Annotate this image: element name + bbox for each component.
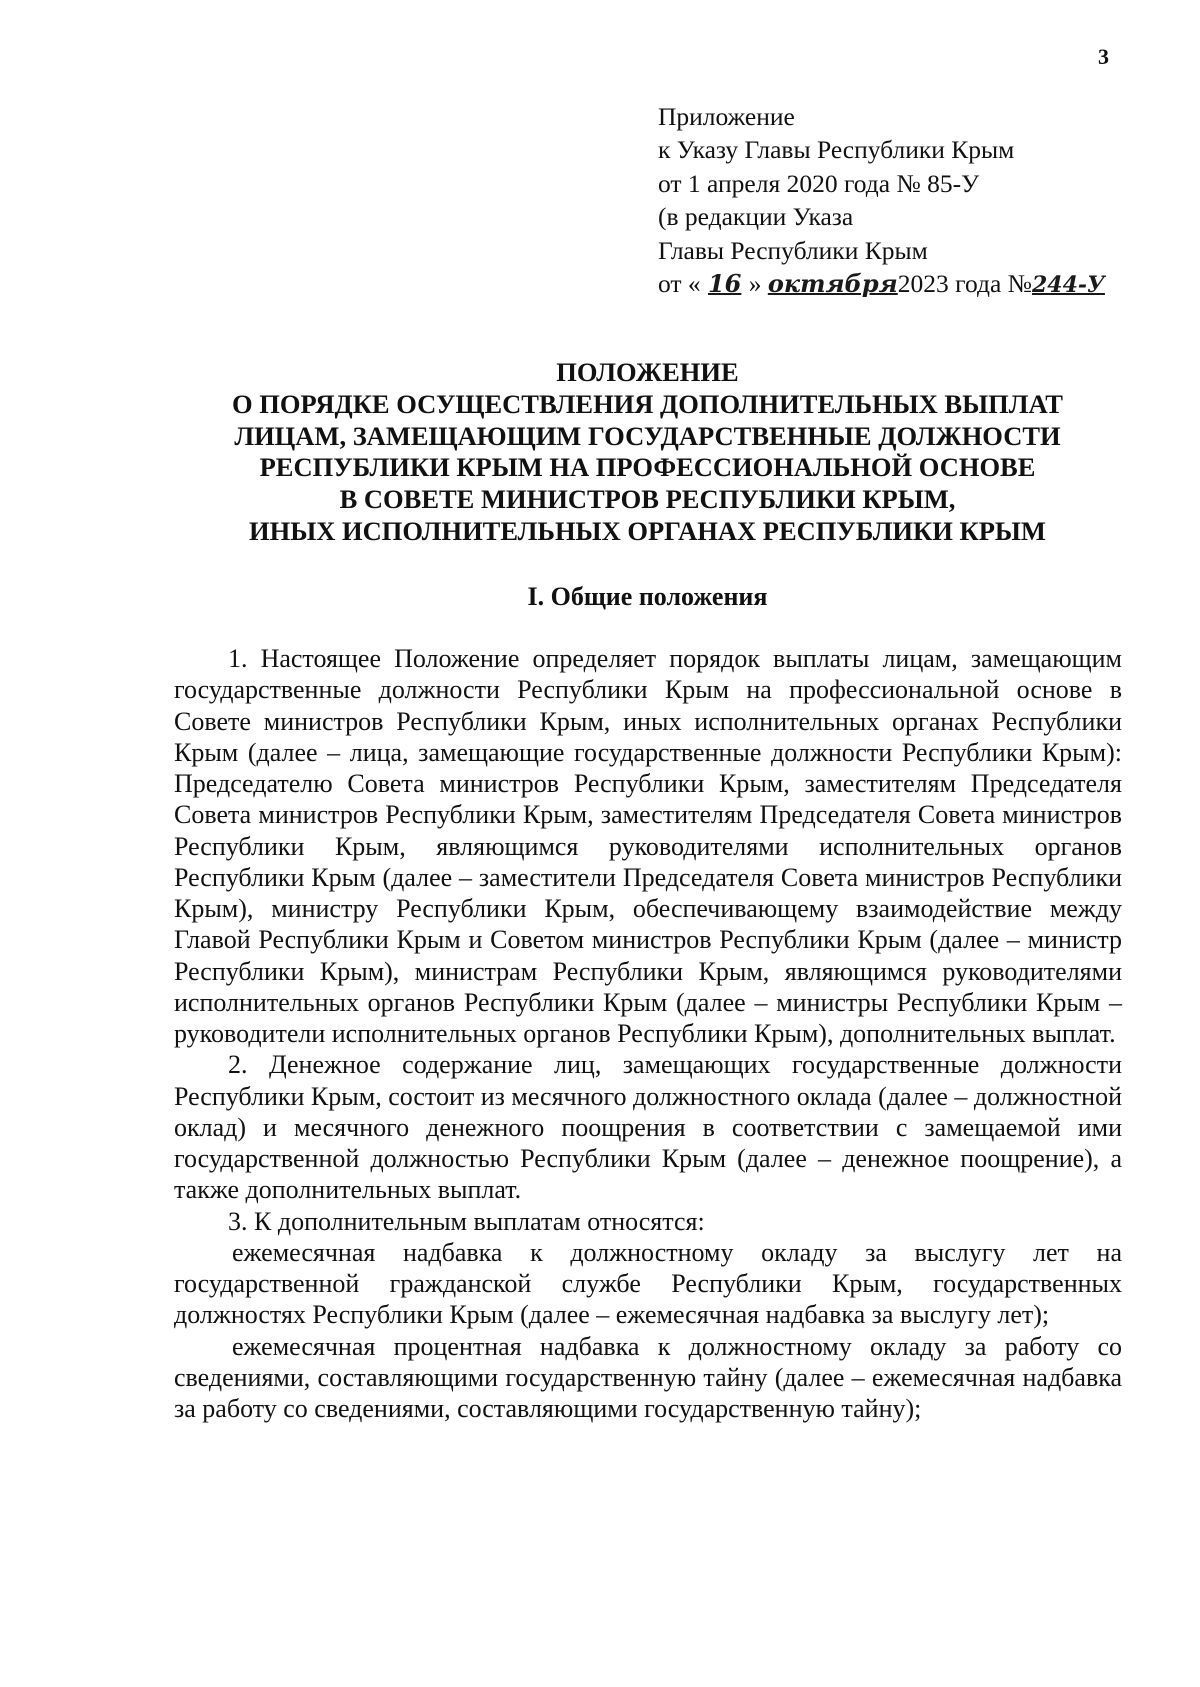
appendix-line: Главы Республики Крым <box>658 235 928 265</box>
list-item: ежемесячная надбавка к должностному окладу за выслугу лет на государственной гражданской службе Республики Крым, государственных должностях Республики Крым (далее – ежемесячная надбавка за выслугу лет); <box>174 1237 1122 1330</box>
title-line: ПОЛОЖЕНИЕ <box>556 357 739 387</box>
date-prefix: от « <box>658 269 701 299</box>
page-number: 3 <box>1098 44 1109 69</box>
appendix-line: от 1 апреля 2020 года № 85-У <box>658 168 980 198</box>
paragraph-2: 2. Денежное содержание лиц, замещающих государственные должности Республики Крым, состоит из месячного должностного оклада (далее – должностной оклад) и месячного денежного поощрения в соответствии с замещаемой ими государственной должностью Республики Крым (далее – денежное поощрение), а также дополнительных выплат. <box>174 1050 1123 1205</box>
title-line: В СОВЕТЕ МИНИСТРОВ РЕСПУБЛИКИ КРЫМ, <box>339 484 956 515</box>
section-heading: I. Общие положения <box>527 582 768 611</box>
title-line: О ПОРЯДКЕ ОСУЩЕСТВЛЕНИЯ ДОПОЛНИТЕЛЬНЫХ ВЫПЛАТ <box>232 388 1063 419</box>
body-text <box>174 643 1122 1424</box>
list-item: ежемесячная процентная надбавка к должностному окладу за работу со сведениями, составляющими государственную тайну (далее – ежемесячная надбавка за работу со сведениями, составляющими государственную тайну); <box>174 1331 1122 1423</box>
date-after-day: » <box>748 269 762 299</box>
date-after-month: 2023 года № <box>897 269 1032 299</box>
appendix-line: к Указу Главы Республики Крым <box>658 135 1015 165</box>
handwritten-decree-number: 244-У <box>1032 272 1105 299</box>
title-line: ЛИЦАМ, ЗАМЕЩАЮЩИМ ГОСУДАРСТВЕННЫЕ ДОЛЖНОСТИ <box>234 420 1061 451</box>
handwritten-day: 16 <box>707 269 742 299</box>
title-line: ИНЫХ ИСПОЛНИТЕЛЬНЫХ ОРГАНАХ РЕСПУБЛИКИ КРЫМ <box>249 515 1046 546</box>
appendix-line: (в редакции Указа <box>658 202 854 232</box>
appendix-line: Приложение <box>658 102 795 131</box>
paragraph-1: 1. Настоящее Положение определяет порядок выплаты лицам, замещающим государственные должности Республики Крым на профессиональной основе в Совете министров Республики Крым, иных исполнительных органах Республики Крым (далее – лица, замещающие государственные должности Республики Крым): Председателю Совета министров Республики Крым, заместителям Председателя Совета министров Республики Крым, заместителям Председателя Совета министров Республики Крым, являющимся руководителями исполнительных органов Республики Крым (далее – заместители Председателя Совета министров Республики Крым), министру Республики Крым, обеспечивающему взаимодействие между Главой Республики Крым и Советом министров Республики Крым (далее – министр Республики Крым), министрам Республики Крым, являющимся руководителями исполнительных органов Республики Крым (далее – министры Республики Крым – руководители исполнительных органов Республики Крым), дополнительных выплат. <box>174 644 1122 1048</box>
paragraph-3: 3. К дополнительным выплатам относятся: <box>228 1206 705 1236</box>
document-title <box>150 357 1145 548</box>
handwritten-month: октября <box>767 269 898 299</box>
appendix-date-line <box>658 267 1105 302</box>
title-line: РЕСПУБЛИКИ КРЫМ НА ПРОФЕССИОНАЛЬНОЙ ОСНОВЕ <box>259 452 1036 483</box>
appendix-block <box>658 100 1105 302</box>
